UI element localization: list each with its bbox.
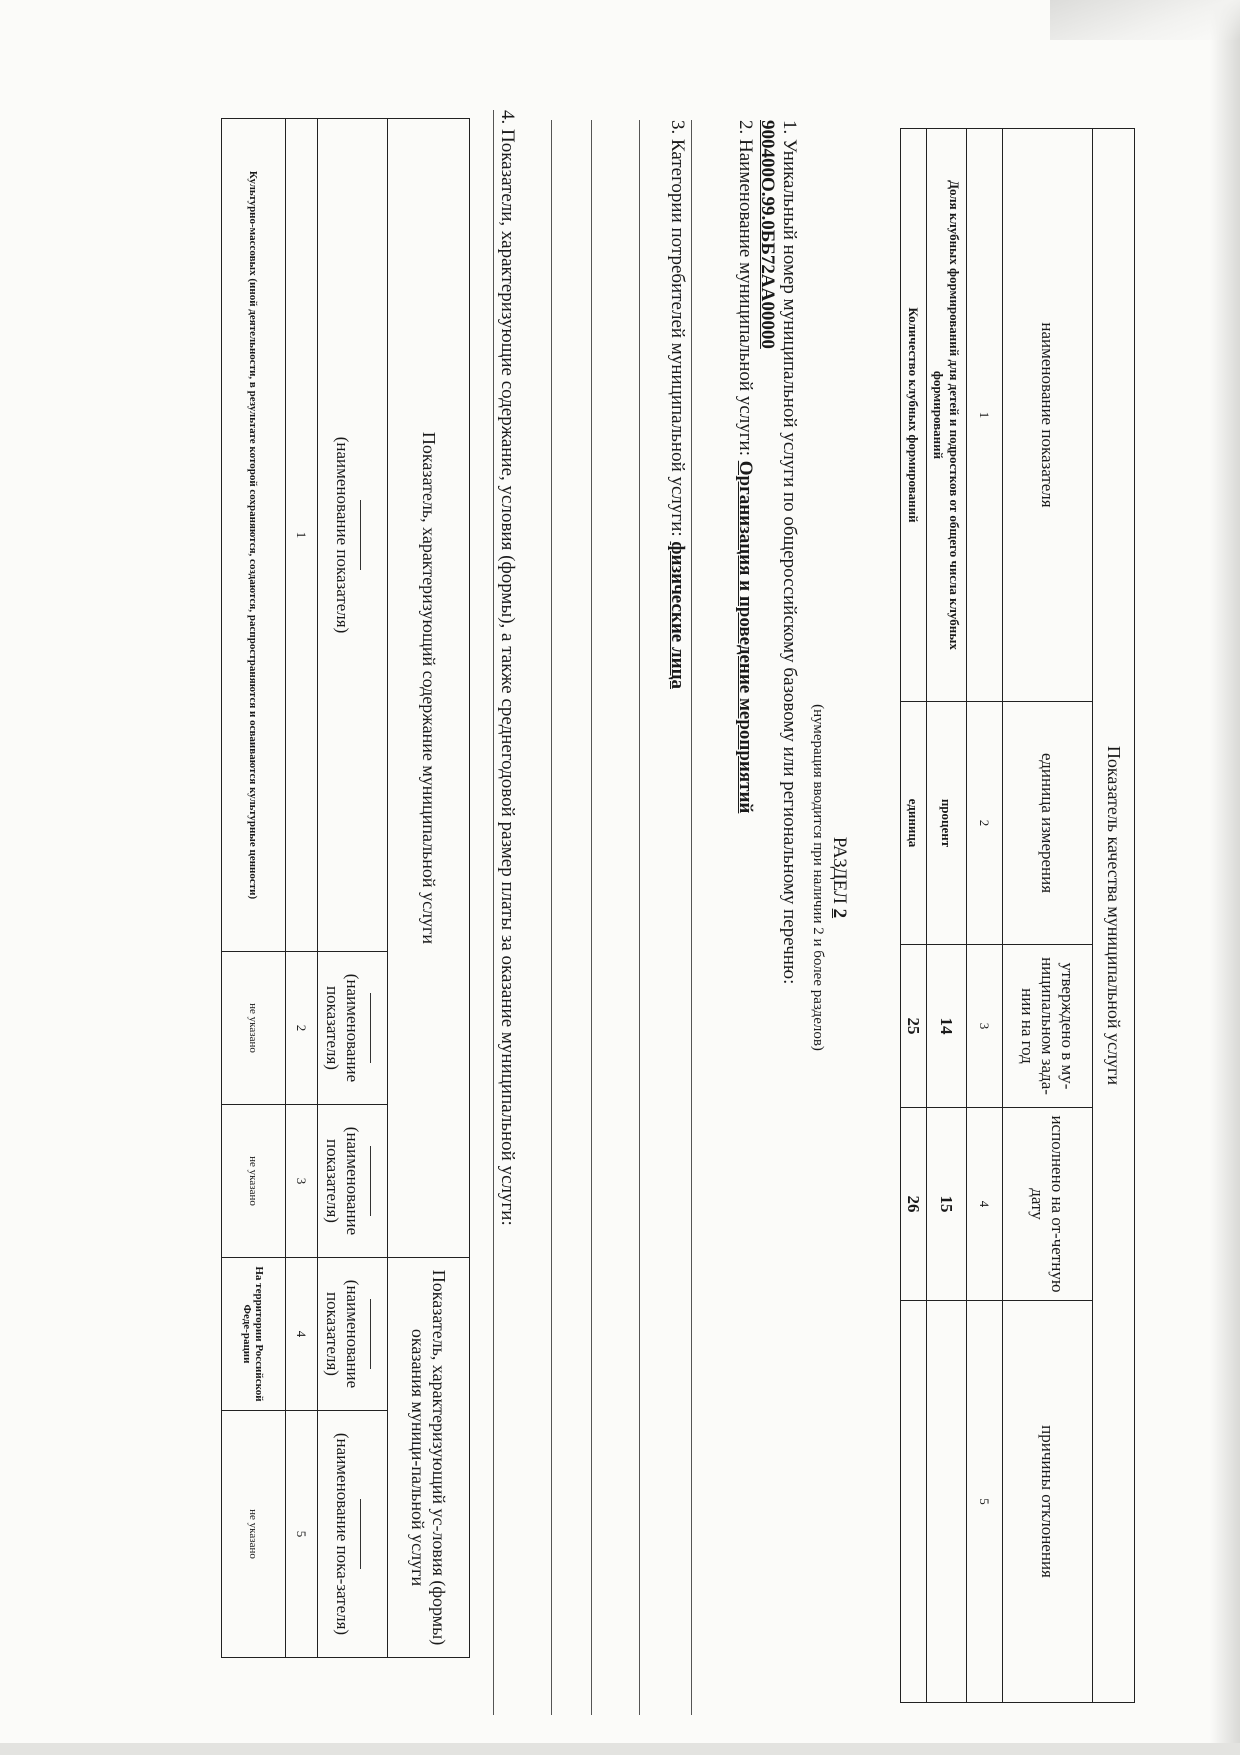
- content-group-header: Показатель, характеризующий содержание муниципальной услуги: [388, 119, 470, 1258]
- item3-value: физические лица: [667, 541, 688, 690]
- table-row: [927, 129, 967, 1703]
- sub-header: (наименование показателя): [318, 119, 388, 952]
- row-value: не указано: [222, 1105, 286, 1258]
- row-unit: единица: [901, 702, 927, 945]
- scan-corner-fold: [1050, 0, 1240, 40]
- header-unit: единица измерения: [1003, 702, 1093, 945]
- item4-label: 4. Показатели, характеризующие содержание, условия (формы), а также среднегодовой размер платы за оказание муниципальной услуги:: [497, 110, 518, 1226]
- column-number: 3: [967, 945, 1003, 1108]
- row-unit: процент: [927, 702, 967, 945]
- divider: [551, 120, 552, 1715]
- table-row: [222, 119, 286, 1658]
- column-number: 4: [967, 1108, 1003, 1301]
- scan-edge-shadow: [1210, 0, 1240, 1755]
- item1-label: 1. Уникальный номер муниципальной услуги по общероссийскому базовому или региональному перечню:: [779, 120, 800, 985]
- row-value: не указано: [222, 952, 286, 1105]
- row-indicator-name: Количество клубных формирований: [901, 129, 927, 702]
- row-territory: На территории Российской Феде-рации: [222, 1258, 286, 1411]
- row-value: не указано: [222, 1411, 286, 1658]
- header-executed: исполнено на от-четную дату: [1003, 1108, 1093, 1301]
- divider: [691, 120, 692, 1715]
- sub-header: (наименование показателя): [318, 1105, 388, 1258]
- divider: [639, 120, 640, 1715]
- divider: [591, 120, 592, 1715]
- scan-bottom-strip: [0, 1743, 1240, 1755]
- row-executed: 26: [901, 1108, 927, 1301]
- sub-header: (наименование пока-зателя): [318, 1411, 388, 1658]
- column-number: 5: [967, 1301, 1003, 1703]
- item2-label: 2. Наименование муниципальной услуги:: [735, 120, 756, 461]
- column-number: 1: [286, 119, 318, 952]
- section-number: 2: [829, 908, 850, 919]
- item2-value: Организация и проведение мероприятий: [735, 460, 756, 814]
- column-number: 4: [286, 1258, 318, 1411]
- row-reason: [901, 1301, 927, 1703]
- row-content: Культурно-массовых (иной деятельности, в результате которой сохраняются, создаются, распространяются и осваиваются культурные ценности): [222, 119, 286, 952]
- item2: [734, 120, 756, 813]
- header-indicator-name: наименование показателя: [1003, 129, 1093, 702]
- item3: [666, 120, 688, 689]
- row-indicator-name: Доля клубных формирований для детей и подростков от общего числа клубных формирований: [927, 129, 967, 702]
- table-row: [901, 129, 927, 1703]
- quality-table-title: Показатель качества муниципальной услуги: [1093, 129, 1135, 1703]
- item1-value: 900400О.99.0ББ72АА00000: [757, 120, 778, 349]
- column-number: 3: [286, 1105, 318, 1258]
- conditions-group-header: Показатель, характеризующий ус-ловия (формы) оказания муници-пальной услуги: [388, 1258, 470, 1658]
- section-note: (нумерация вводится при наличии 2 и более разделов): [810, 704, 826, 1051]
- column-number: 1: [967, 129, 1003, 702]
- content-indicator-table: [221, 118, 470, 1658]
- column-number: 5: [286, 1411, 318, 1658]
- column-number: 2: [967, 702, 1003, 945]
- sub-header: (наименование показателя): [318, 952, 388, 1105]
- row-approved: 25: [901, 945, 927, 1108]
- header-approved: утверждено в му-ниципальном зада-нии на год: [1003, 945, 1093, 1108]
- item3-label: 3. Категории потребителей муниципальной услуги:: [667, 120, 688, 542]
- row-executed: 15: [927, 1108, 967, 1301]
- row-approved: 14: [927, 945, 967, 1108]
- section-title: РАЗДЕЛ 2: [829, 836, 850, 919]
- sub-header: (наименование показателя): [318, 1258, 388, 1411]
- column-number: 2: [286, 952, 318, 1105]
- quality-indicator-table: [900, 128, 1135, 1703]
- header-reason: причины отклонения: [1003, 1301, 1093, 1703]
- divider: [493, 110, 494, 1715]
- row-reason: [927, 1301, 967, 1703]
